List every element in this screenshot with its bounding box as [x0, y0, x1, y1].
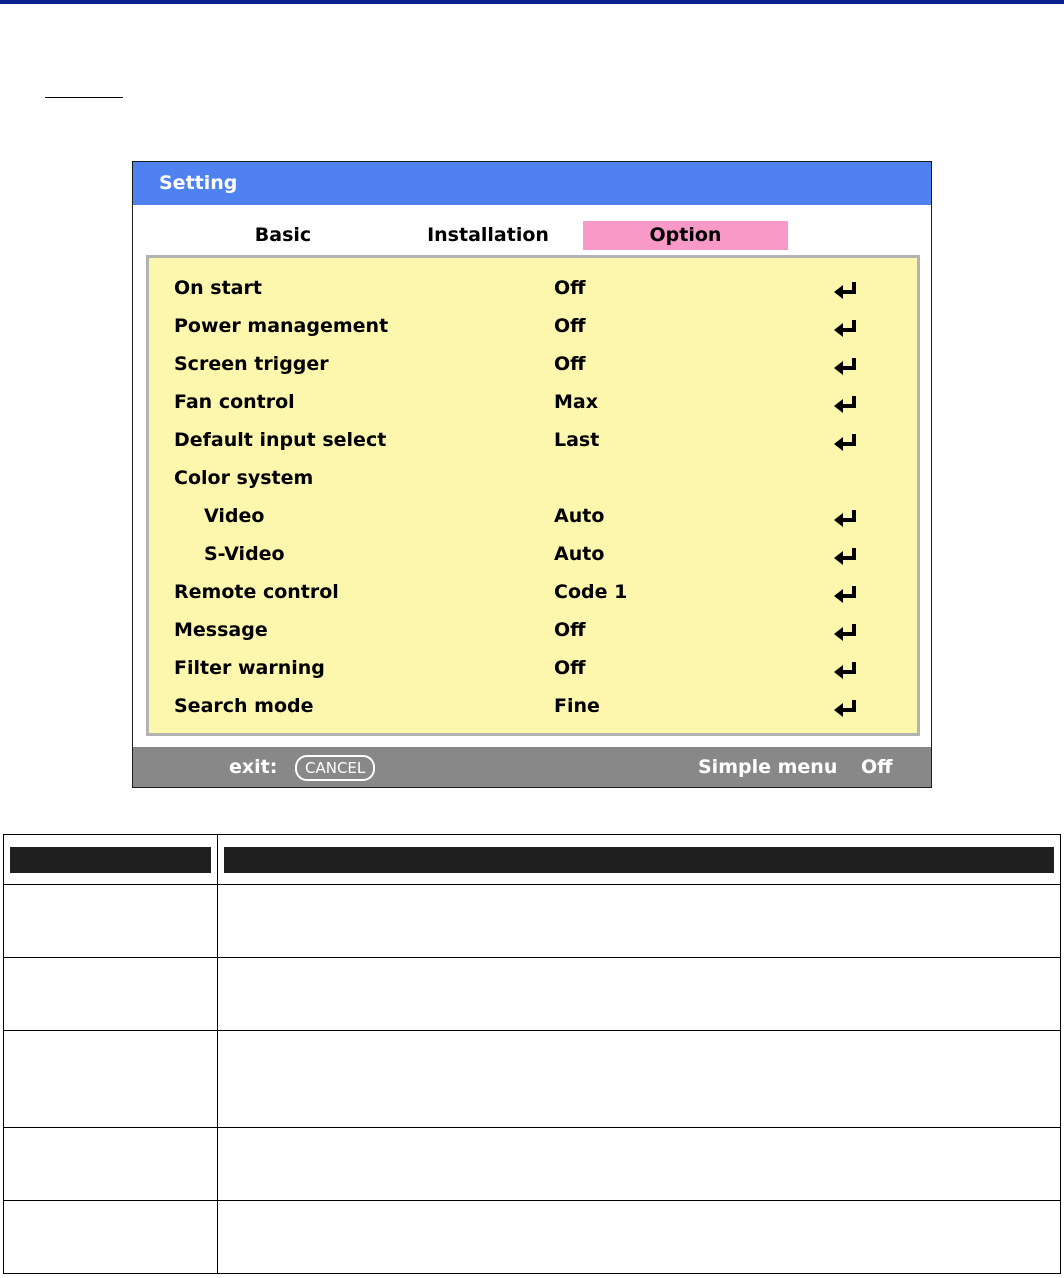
tab-basic[interactable]: Basic [254, 224, 312, 246]
tab-option[interactable]: Option [583, 221, 788, 250]
menu-item-row[interactable] [149, 345, 917, 383]
menu-item-row[interactable] [149, 611, 917, 649]
header-bar [10, 847, 211, 873]
menu-item-label: Default input select [174, 429, 387, 451]
simple-menu-label: Simple menu [698, 756, 838, 778]
return-arrow-icon[interactable] [833, 547, 859, 565]
menu-item-value: Off [554, 315, 586, 337]
menu-item-value: Max [554, 391, 598, 413]
menu-item-label: S-Video [204, 543, 285, 565]
description-table [3, 834, 1061, 1274]
menu-item-value: Off [554, 619, 586, 641]
menu-item-label: Screen trigger [174, 353, 329, 375]
return-arrow-icon[interactable] [833, 699, 859, 717]
menu-item-label: Message [174, 619, 268, 641]
return-arrow-icon[interactable] [833, 661, 859, 679]
setting-menu-window [132, 161, 932, 788]
menu-item-label: Remote control [174, 581, 339, 603]
menu-item-row[interactable] [149, 649, 917, 687]
menu-item-value: Code 1 [554, 581, 628, 603]
menu-item-label: Power management [174, 315, 389, 337]
menu-item-row [149, 459, 917, 497]
menu-item-label: Color system [174, 467, 314, 489]
table-row [4, 958, 1061, 1031]
menu-item-row[interactable] [149, 307, 917, 345]
table-row [4, 1128, 1061, 1201]
return-arrow-icon[interactable] [833, 395, 859, 413]
return-arrow-icon[interactable] [833, 433, 859, 451]
table-row [4, 1031, 1061, 1128]
menu-item-value: Fine [554, 695, 600, 717]
menu-item-row[interactable] [149, 269, 917, 307]
return-arrow-icon[interactable] [833, 623, 859, 641]
top-rule [0, 0, 1064, 4]
menu-item-label: On start [174, 277, 262, 299]
menu-item-row[interactable] [149, 573, 917, 611]
menu-title: Setting [133, 162, 931, 205]
menu-item-value: Auto [554, 505, 605, 527]
menu-item-label: Video [204, 505, 265, 527]
menu-item-value: Off [554, 277, 586, 299]
table-header-description [218, 835, 1061, 885]
menu-item-label: Fan control [174, 391, 295, 413]
menu-item-row[interactable] [149, 421, 917, 459]
exit-label: exit: [229, 756, 278, 778]
menu-footer [133, 747, 931, 787]
table-row [4, 1201, 1061, 1274]
tab-installation[interactable]: Installation [427, 224, 549, 246]
menu-item-row[interactable] [149, 687, 917, 725]
cancel-key-button[interactable]: CANCEL [295, 755, 375, 781]
menu-item-value: Off [554, 657, 586, 679]
return-arrow-icon[interactable] [833, 319, 859, 337]
return-arrow-icon[interactable] [833, 281, 859, 299]
header-bar [224, 847, 1054, 873]
return-arrow-icon[interactable] [833, 509, 859, 527]
menu-item-value: Auto [554, 543, 605, 565]
table-header-row [4, 835, 1061, 885]
table-row [4, 885, 1061, 958]
menu-item-label: Search mode [174, 695, 314, 717]
menu-item-row[interactable] [149, 535, 917, 573]
return-arrow-icon[interactable] [833, 585, 859, 603]
menu-item-value: Off [554, 353, 586, 375]
return-arrow-icon[interactable] [833, 357, 859, 375]
heading-underline [45, 97, 123, 98]
menu-item-row[interactable] [149, 497, 917, 535]
option-list-panel [146, 255, 920, 736]
simple-menu-value[interactable]: Off [861, 756, 893, 778]
menu-item-row[interactable] [149, 383, 917, 421]
menu-item-value: Last [554, 429, 600, 451]
table-header-item [4, 835, 218, 885]
menu-item-label: Filter warning [174, 657, 325, 679]
